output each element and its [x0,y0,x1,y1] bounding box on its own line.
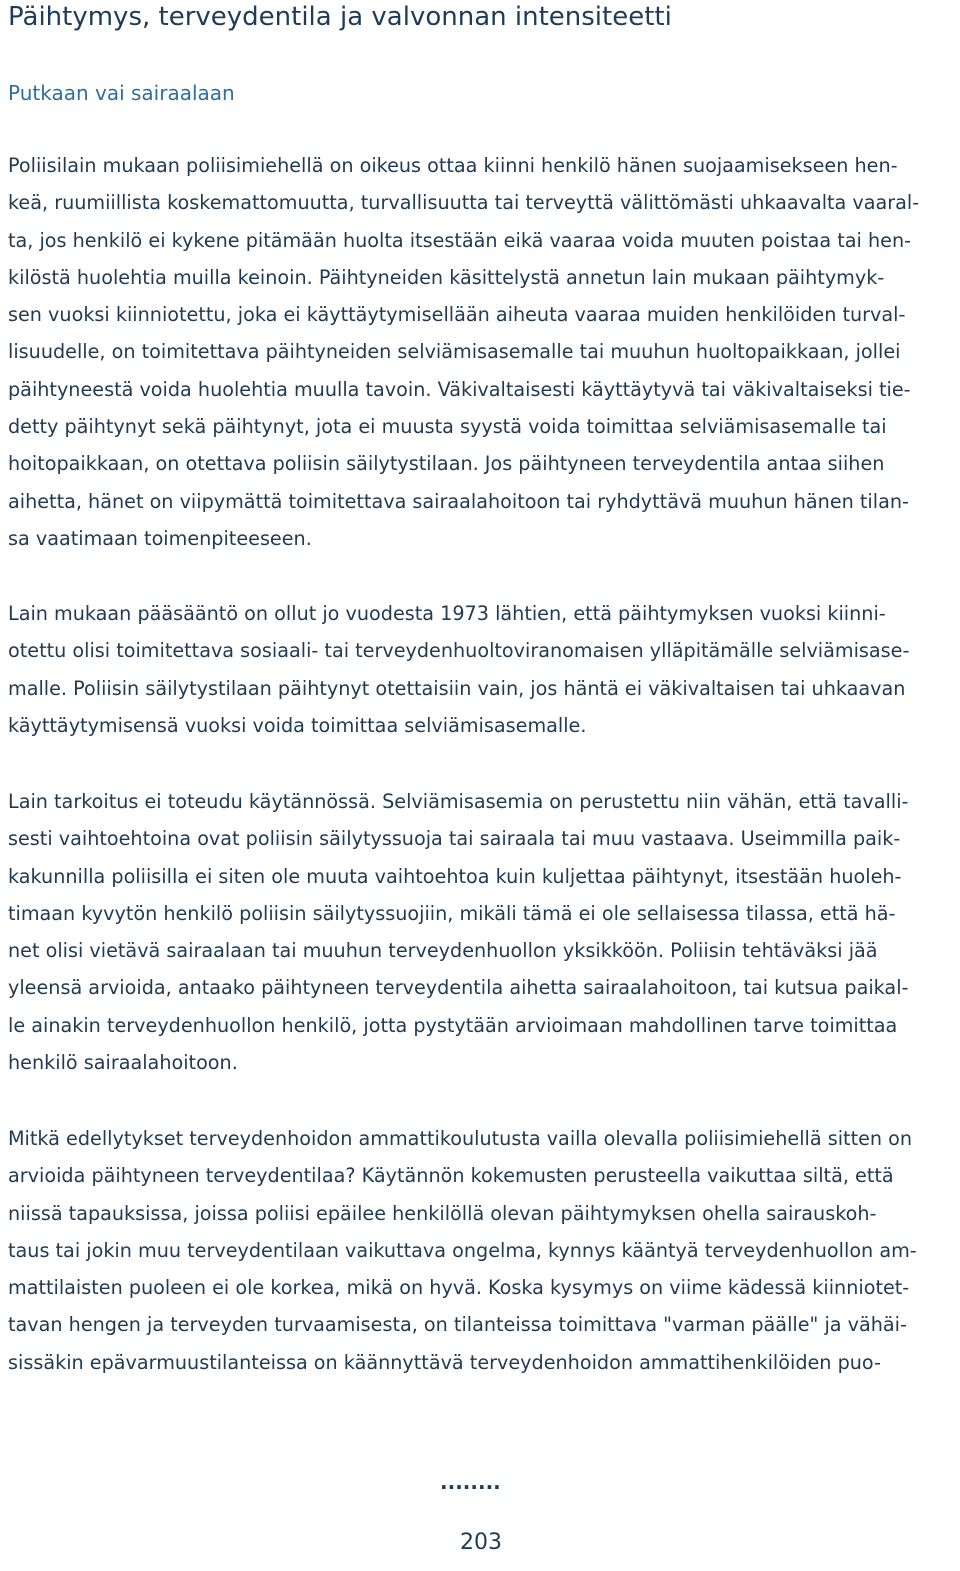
page-number: 203 [460,1530,502,1555]
paragraph-line: päihtyneestä voida huolehtia muulla tavoin. Väkivaltaisesti käyttäytyvä tai väkivaltaiseksi tie- [8,377,911,401]
paragraph-line: keä, ruumiillista koskemattomuutta, turvallisuutta tai terveyttä välittömästi uhkaavalta vaaral- [8,191,920,215]
paragraph-line: otettu olisi toimitettava sosiaali- tai terveydenhuoltoviranomaisen ylläpitämälle selviämisase- [8,639,910,663]
paragraph-line: tavan hengen ja terveyden turvaamisesta, on tilanteissa toimittava "varman päälle" ja vähäi- [8,1313,907,1337]
paragraph-line: timaan kyvytön henkilö poliisin säilytyssuojiin, mikäli tämä ei ole sellaisessa tilassa, että hä- [8,901,896,925]
paragraph-line: käyttäytymisensä vuoksi voida toimittaa selviämisasemalle. [8,713,587,737]
paragraph-line: kakunnilla poliisilla ei siten ole muuta vaihtoehtoa kuin kuljettaa päihtynyt, itsestään huoleh- [8,864,902,888]
paragraph-line: sen vuoksi kiinniotettu, joka ei käyttäytymisellään aiheuta vaaraa muiden henkilöiden turval- [8,303,906,327]
paragraph-line: Lain tarkoitus ei toteudu käytännössä. Selviämisasemia on perustettu niin vähän, että tavalli- [8,790,909,813]
paragraph-line: arvioida päihtyneen terveydentilaa? Käytännön kokemusten perusteella vaikuttaa siltä, että [8,1164,894,1188]
paragraph-line: lisuudelle, on toimitettava päihtyneiden selviämisasemalle tai muuhun huoltopaikkaan, jollei [8,340,901,364]
paragraph-line: niissä tapauksissa, joissa poliisi epäilee henkilöllä olevan päihtymyksen ohella sairauskoh- [8,1201,877,1225]
paragraph-line: Mitkä edellytykset terveydenhoidon ammattikoulutusta vailla olevalla poliisimiehellä sitten on [8,1127,913,1150]
paragraph-line: Lain mukaan pääsääntö on ollut jo vuodesta 1973 lähtien, että päihtymyksen vuoksi kiinni- [8,602,886,625]
paragraph-line: net olisi vietävä sairaalaan tai muuhun terveydenhuollon yksikköön. Poliisin tehtäväksi jää [8,939,878,963]
paragraph-line: henkilö sairaalahoitoon. [8,1051,238,1075]
paragraph-line: detty päihtynyt sekä päihtynyt, jota ei muusta syystä voida toimittaa selviämisasemalle tai [8,415,887,439]
paragraph-line: taus tai jokin muu terveydentilaan vaikuttava ongelma, kynnys kääntyä terveydenhuollon am- [8,1238,917,1262]
paragraph-line: hoitopaikkaan, on otettava poliisin säilytystilaan. Jos päihtyneen terveydentila antaa siihen [8,452,885,476]
paragraph-line: malle. Poliisin säilytystilaan päihtynyt otettaisiin vain, jos häntä ei väkivaltaisen tai uhkaavan [8,676,906,700]
paragraph-line: aihetta, hänet on viipymättä toimitettava sairaalahoitoon tai ryhdyttävä muuhun hänen tilan- [8,489,909,513]
paragraph-line: mattilaisten puoleen ei ole korkea, mikä on hyvä. Koska kysymys on viime kädessä kiinniotet- [8,1276,910,1300]
paragraph-1 [8,147,919,557]
footer-dots-divider: ........ [440,1470,501,1494]
section-subtitle: Putkaan vai sairaalaan [8,81,235,105]
paragraph-line: sesti vaihtoehtoina ovat poliisin säilytyssuoja tai sairaala tai muu vastaava. Useimmilla paik- [8,827,901,851]
paragraph-line: kilöstä huolehtia muilla keinoin. Päihtyneiden käsittelystä annetun lain mukaan päihtymyk- [8,265,885,289]
paragraph-line: yleensä arvioida, antaako päihtyneen terveydentila aihetta sairaalahoitoon, tai kutsua paikal- [8,976,909,1000]
paragraph-line: sissäkin epävarmuustilanteissa on käännyttävä terveydenhoidon ammattihenkilöiden puo- [8,1350,881,1374]
paragraph-line: sa vaatimaan toimenpiteeseen. [8,526,312,550]
paragraph-line: Poliisilain mukaan poliisimiehellä on oikeus ottaa kiinni henkilö hänen suojaamisekseen hen- [8,154,898,177]
paragraph-line: le ainakin terveydenhuollon henkilö, jotta pystytään arvioimaan mahdollinen tarve toimittaa [8,1013,898,1037]
paragraph-4 [8,1120,917,1381]
paragraph-line: ta, jos henkilö ei kykene pitämään huolta itsestään eikä vaaraa voida muuten poistaa tai hen- [8,228,912,252]
paragraph-3 [8,783,908,1081]
paragraph-2 [8,595,909,744]
page-title: Päihtymys, terveydentila ja valvonnan intensiteetti [8,2,672,32]
